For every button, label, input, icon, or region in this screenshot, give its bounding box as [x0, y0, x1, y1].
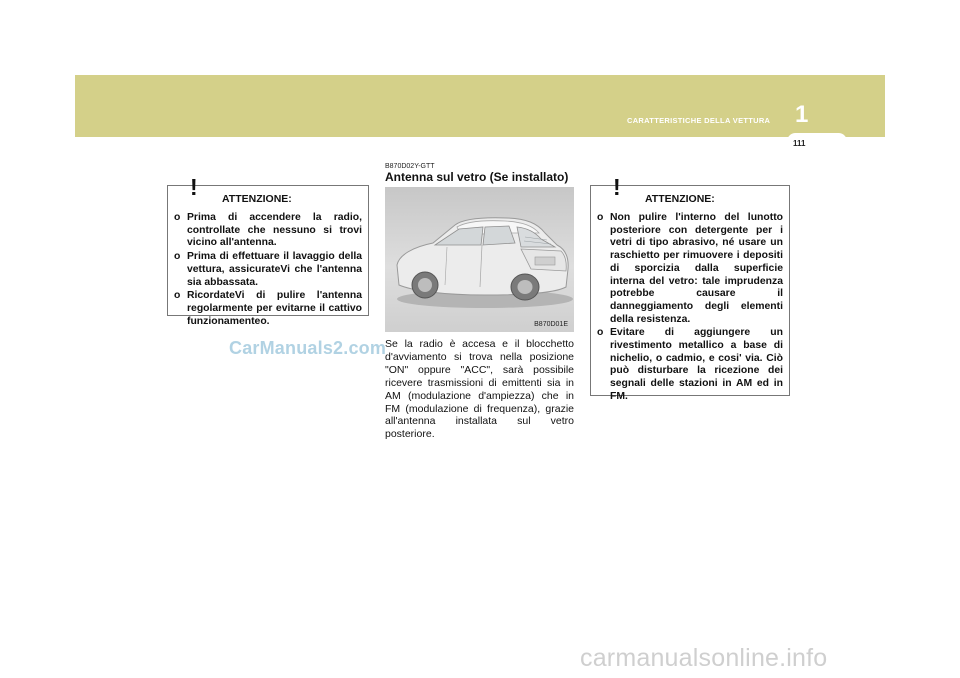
watermark-footer: carmanualsonline.info: [580, 644, 828, 672]
figure-code: B870D01E: [534, 321, 568, 328]
page-number: 111: [793, 139, 806, 148]
car-drawing: [385, 187, 574, 332]
antenna-description: Se la radio è accesa e il blocchetto d'avviamento si trova nella posizione "ON" oppure "ACC", sarà possibile ricevere trasmissioni di emittenti sia in AM (modulazione d'ampiezza) che in FM (modulazione di frequenza), grazie all'antenna installata sul vetro posteriore.: [385, 338, 574, 441]
warning-title: ATTENZIONE:: [645, 193, 715, 205]
warning-item: [597, 212, 783, 326]
bullet-marker: o: [597, 327, 604, 339]
header-band: [75, 75, 885, 137]
warning-box-glass: [590, 174, 790, 402]
watermark-carmanuals: CarManuals2.com: [229, 338, 387, 358]
chapter-number: 1: [795, 101, 809, 128]
bullet-marker: o: [174, 251, 181, 263]
bullet-marker: o: [174, 290, 181, 302]
warning-item-text: Prima di accendere la radio, controllate che nessuno si trovi vicino all'antenna.: [187, 212, 362, 249]
section-title: CARATTERISTICHE DELLA VETTURA: [627, 116, 771, 125]
warning-list: [174, 212, 362, 328]
exclamation-icon: !: [190, 174, 198, 200]
bullet-marker: o: [174, 212, 181, 223]
section-code: B870D02Y-GTT: [385, 163, 435, 170]
car-rear-illustration: [385, 187, 574, 332]
warning-item: [174, 212, 362, 250]
warning-list: [597, 212, 783, 404]
warning-box-radio: [167, 174, 369, 327]
warning-item-text: Non pulire l'interno del lunotto posteriore con detergente per i vetri di tipo abrasivo, né usare un raschietto per rimuovere i depositi di sporcizia dalla superficie interna del vetro: tale imprudenza potrebbe causare il danneggiamento degli elementi della resistenza.: [610, 212, 783, 325]
warning-title: ATTENZIONE:: [222, 193, 292, 205]
warning-item: [597, 327, 783, 403]
warning-item: [174, 290, 362, 328]
bullet-marker: o: [597, 212, 604, 223]
warning-item-text: Evitare di aggiungere un rivestimento metallico a base di nichelio, o cadmio, e cosi' via. Ciò può disturbare la ricezione dei segnali delle stazioni in AM ed in FM.: [610, 327, 783, 402]
section-heading: Antenna sul vetro (Se installato): [385, 170, 569, 184]
warning-item-text: Prima di effettuare il lavaggio della vettura, assicurateVi che l'antenna sia abbassata.: [187, 251, 362, 288]
exclamation-icon: !: [613, 174, 621, 200]
warning-item: [174, 251, 362, 289]
warning-item-text: RicordateVi di pulire l'antenna regolarmente per evitarne il cattivo funzionamenteo.: [187, 290, 362, 327]
